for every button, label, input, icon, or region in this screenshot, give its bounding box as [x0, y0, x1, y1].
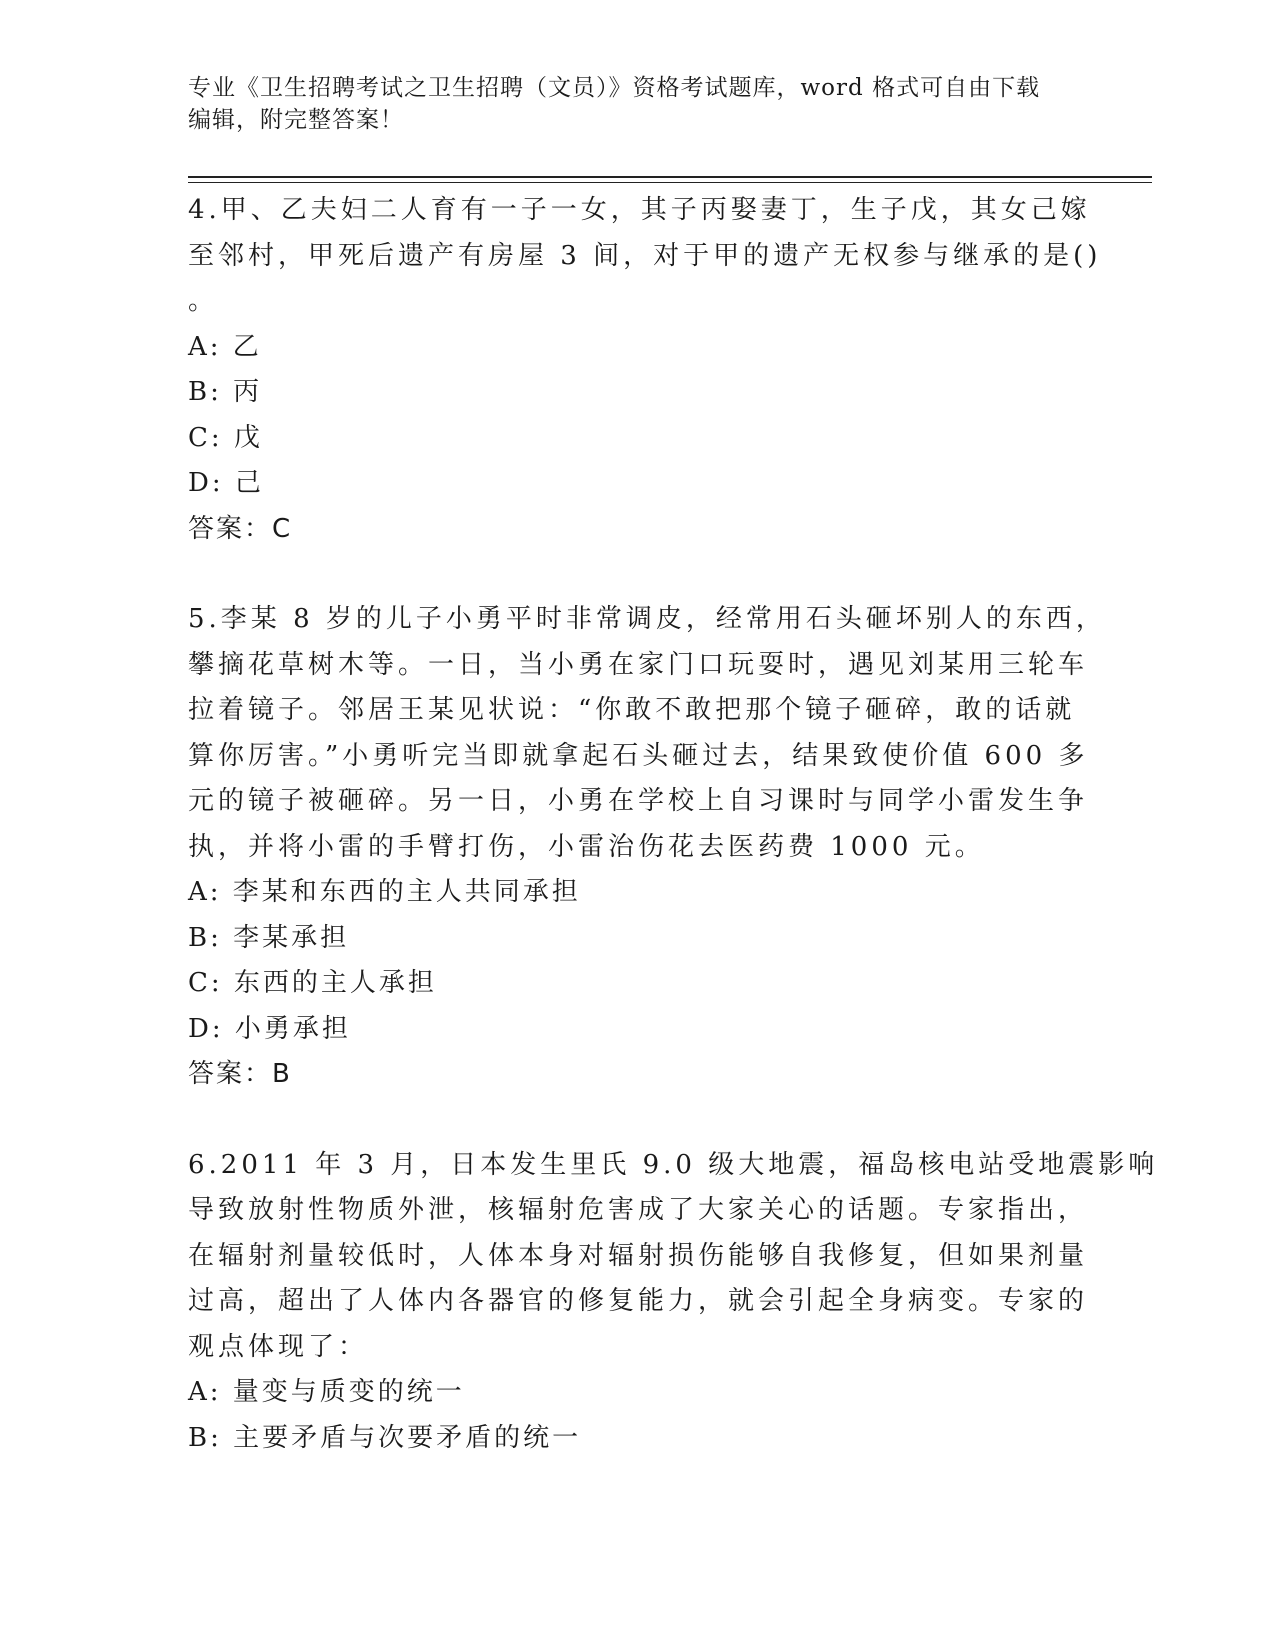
question-text-line: 在辐射剂量较低时，人体本身对辐射损伤能够自我修复，但如果剂量 — [188, 1240, 1089, 1271]
question-list — [188, 188, 1159, 1461]
question-item — [188, 188, 1102, 552]
option-a: A: 李某和东西的主人共同承担 — [188, 877, 581, 907]
question-text-line: 攀摘花草树木等。一日，当小勇在家门口玩耍时，遇见刘某用三轮车 — [188, 649, 1089, 680]
option-b: B: 主要矛盾与次要矛盾的统一 — [188, 1422, 582, 1453]
question-spacer — [188, 552, 1068, 597]
header-divider-thin — [188, 182, 1152, 183]
question-text-line: 导致放射性物质外泄，核辐射危害成了大家关心的话题。专家指出， — [188, 1195, 1089, 1225]
question-text-line: 过高，超出了人体内各器官的修复能力，就会引起全身病变。专家的 — [188, 1286, 1089, 1316]
question-text-line: 。 — [188, 286, 219, 316]
option-b: B: 丙 — [188, 377, 263, 407]
question-text-line: 5.李某 8 岁的儿子小勇平时非常调皮，经常用石头砸坏别人的东西， — [188, 604, 1106, 634]
option-b: B: 李某承担 — [188, 922, 350, 953]
option-c: C: 戊 — [188, 422, 263, 453]
question-item — [188, 1143, 1159, 1462]
header-divider — [188, 176, 1152, 178]
question-text-line: 6.2011 年 3 月，日本发生里氏 9.0 级大地震，福岛核电站受地震影响 — [188, 1149, 1159, 1180]
question-text-line: 执，并将小雷的手臂打伤，小雷治伤花去医药费 1000 元。 — [188, 831, 985, 862]
answer-label: 答案：B — [188, 1059, 292, 1089]
page-header — [188, 72, 1068, 136]
answer-label: 答案：C — [188, 513, 293, 544]
question-text-line: 算你厉害。”小勇听完当即就拿起石头砸过去，结果致使价值 600 多 — [188, 740, 1089, 771]
question-text-line: 至邻村，甲死后遗产有房屋 3 间，对于甲的遗产无权参与继承的是() — [188, 240, 1102, 271]
question-text-line: 4.甲、乙夫妇二人育有一子一女，其子丙娶妻丁，生子戊，其女己嫁 — [188, 195, 1091, 225]
question-item — [188, 597, 1106, 1098]
header-line: 专业《卫生招聘考试之卫生招聘（文员）》资格考试题库，word 格式可自由下载 — [188, 75, 1041, 101]
question-spacer — [188, 1098, 1068, 1143]
question-text-line: 元的镜子被砸碎。另一日，小勇在学校上自习课时与同学小雷发生争 — [188, 786, 1089, 816]
option-d: D: 己 — [188, 468, 264, 498]
option-d: D: 小勇承担 — [188, 1013, 351, 1044]
question-text-line: 观点体现了： — [188, 1331, 369, 1362]
option-a: A: 乙 — [188, 331, 262, 362]
question-text-line: 拉着镜子。邻居王某见状说：“你敢不敢把那个镜子砸碎，敢的话就 — [188, 695, 1076, 725]
header-line: 编辑，附完整答案！ — [188, 107, 404, 133]
option-a: A: 量变与质变的统一 — [188, 1377, 465, 1407]
option-c: C: 东西的主人承担 — [188, 968, 437, 998]
